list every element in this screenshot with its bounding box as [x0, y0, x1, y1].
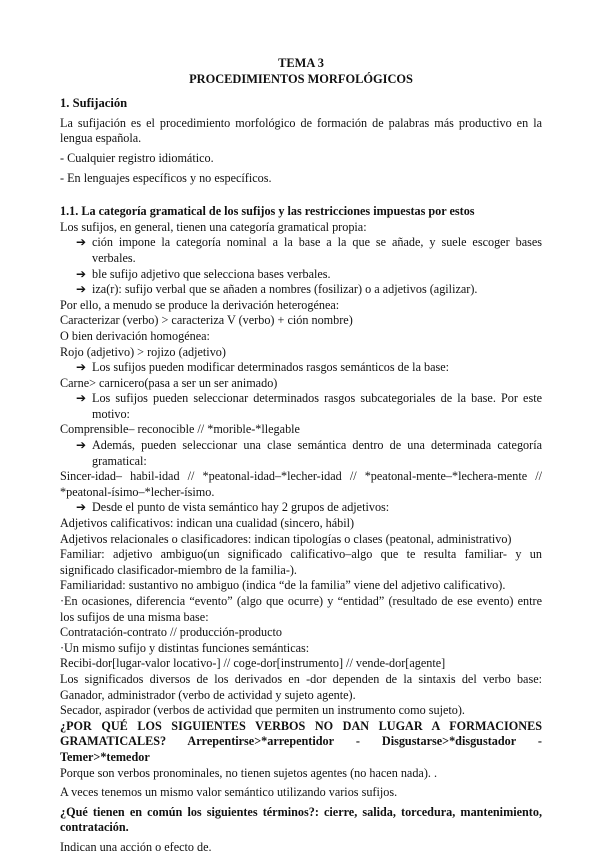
list-item: - En lenguajes específicos y no específicos.: [60, 170, 272, 185]
paragraph-line: Familiar: adjetivo ambiguo(un significado calificativo–algo que te resulta familiar- y un significado clasificador-miembro de la familia-).: [60, 547, 542, 577]
paragraph-line: Carne> carnicero(pasa a ser un ser animado): [60, 375, 278, 390]
arrow-icon: ➔: [76, 282, 87, 297]
paragraph-line: Familiaridad: sustantivo no ambiguo (indica “de la familia” viene del adjetivo calificativo).: [60, 578, 506, 593]
arrow-item-text: Los sufijos pueden seleccionar determinados rasgos subcategoriales de la base. Por este motivo:: [92, 391, 542, 421]
paragraph-line: Rojo (adjetivo) > rojizo (adjetivo): [60, 344, 226, 359]
arrow-list-item: [60, 267, 542, 283]
section-heading-sufijacion: 1. Sufijación: [60, 96, 128, 111]
arrow-item-text: Además, pueden seleccionar una clase semántica dentro de una determinada categoría gramatical:: [92, 438, 542, 468]
list-item: - Cualquier registro idiomático.: [60, 150, 214, 165]
paragraph-line: Los significados diversos de los derivados en -dor dependen de la sintaxis del verbo base: Ganador, administrador (verbo de actividad y sujeto agente).: [60, 671, 542, 702]
paragraph-line: ·Un mismo sufijo y distintas funciones semánticas:: [60, 640, 310, 655]
paragraph-line: Indican una acción o efecto de.: [60, 839, 212, 854]
document-title-line1: TEMA 3: [278, 56, 324, 70]
question-heading: ¿Qué tienen en común los siguientes términos?: cierre, salida, torcedura, mantenimiento, contratación.: [60, 804, 542, 835]
arrow-item-text: ble sufijo adjetivo que selecciona bases verbales.: [92, 266, 331, 281]
arrow-icon: ➔: [76, 266, 87, 281]
paragraph-line: Adjetivos relacionales o clasificadores: indican tipologías o clases (peatonal, administrativo): [60, 531, 512, 546]
arrow-icon: ➔: [76, 500, 87, 515]
paragraph-line: ·En ocasiones, diferencia “evento” (algo que ocurre) y “entidad” (resultado de ese evento) entre los sufijos de una misma base:: [60, 594, 542, 624]
paragraph-line: A veces tenemos un mismo valor semántico utilizando varios sufijos.: [60, 785, 398, 800]
paragraph-line: Secador, aspirador (verbos de actividad que permiten un instrumento como sujeto).: [60, 703, 465, 718]
question-heading: ¿POR QUÉ LOS SIGUIENTES VERBOS NO DAN LUGAR A FORMACIONES GRAMATICALES? Arrepentirse>*arrepentidor - Disgustarse>*disgustador - Temer>*temedor: [60, 718, 542, 764]
paragraph-line: O bien derivación homogénea:: [60, 328, 210, 343]
document-page: [60, 56, 542, 856]
document-title-line2: PROCEDIMIENTOS MORFOLÓGICOS: [189, 71, 413, 86]
paragraph-line: Contratación-contrato // producción-producto: [60, 625, 283, 640]
arrow-list-item: [60, 282, 542, 298]
arrow-list-item: [60, 500, 542, 516]
paragraph-line: Los sufijos, en general, tienen una categoría gramatical propia:: [60, 219, 367, 234]
arrow-item-text: ción impone la categoría nominal a la base a la que se añade, y suele escoger bases verbales.: [92, 235, 542, 265]
paragraph-line: Porque son verbos pronominales, no tienen sujetos agentes (no hacen nada). .: [60, 765, 438, 780]
subsection-heading: 1.1. La categoría gramatical de los sufijos y las restricciones impuestas por estos: [60, 204, 475, 219]
paragraph-line: Caracterizar (verbo) > caracteriza V (verbo) + ción nombre): [60, 313, 353, 328]
arrow-list-item: [60, 360, 542, 376]
arrow-item-text: iza(r): sufijo verbal que se añaden a nombres (fosilizar) o a adjetivos (agilizar).: [92, 282, 478, 297]
intro-paragraph: La sufijación es el procedimiento morfológico de formación de palabras más productivo en la lengua española.: [60, 115, 542, 146]
arrow-list-item: [60, 235, 542, 266]
arrow-icon: ➔: [76, 391, 87, 406]
arrow-item-text: Los sufijos pueden modificar determinados rasgos semánticos de la base:: [92, 360, 450, 375]
arrow-icon: ➔: [76, 235, 87, 250]
arrow-list-item: [60, 391, 542, 422]
arrow-icon: ➔: [76, 360, 87, 375]
arrow-item-text: Desde el punto de vista semántico hay 2 grupos de adjetivos:: [92, 500, 390, 515]
paragraph-line: Recibi-dor[lugar-valor locativo-] // coge-dor[instrumento] // vende-dor[agente]: [60, 656, 446, 671]
paragraph-line: Por ello, a menudo se produce la derivación heterogénea:: [60, 297, 340, 312]
paragraph-line: Adjetivos calificativos: indican una cualidad (sincero, hábil): [60, 516, 355, 531]
paragraph-line: Comprensible– reconocible // *morible-*llegable: [60, 422, 300, 437]
arrow-icon: ➔: [76, 438, 87, 453]
arrow-list-item: [60, 438, 542, 469]
paragraph-line: Sincer-idad– habil-idad // *peatonal-idad–*lecher-idad // *peatonal-mente–*lechera-mente // *peatonal-ísimo–*lecher-ísimo.: [60, 469, 542, 499]
